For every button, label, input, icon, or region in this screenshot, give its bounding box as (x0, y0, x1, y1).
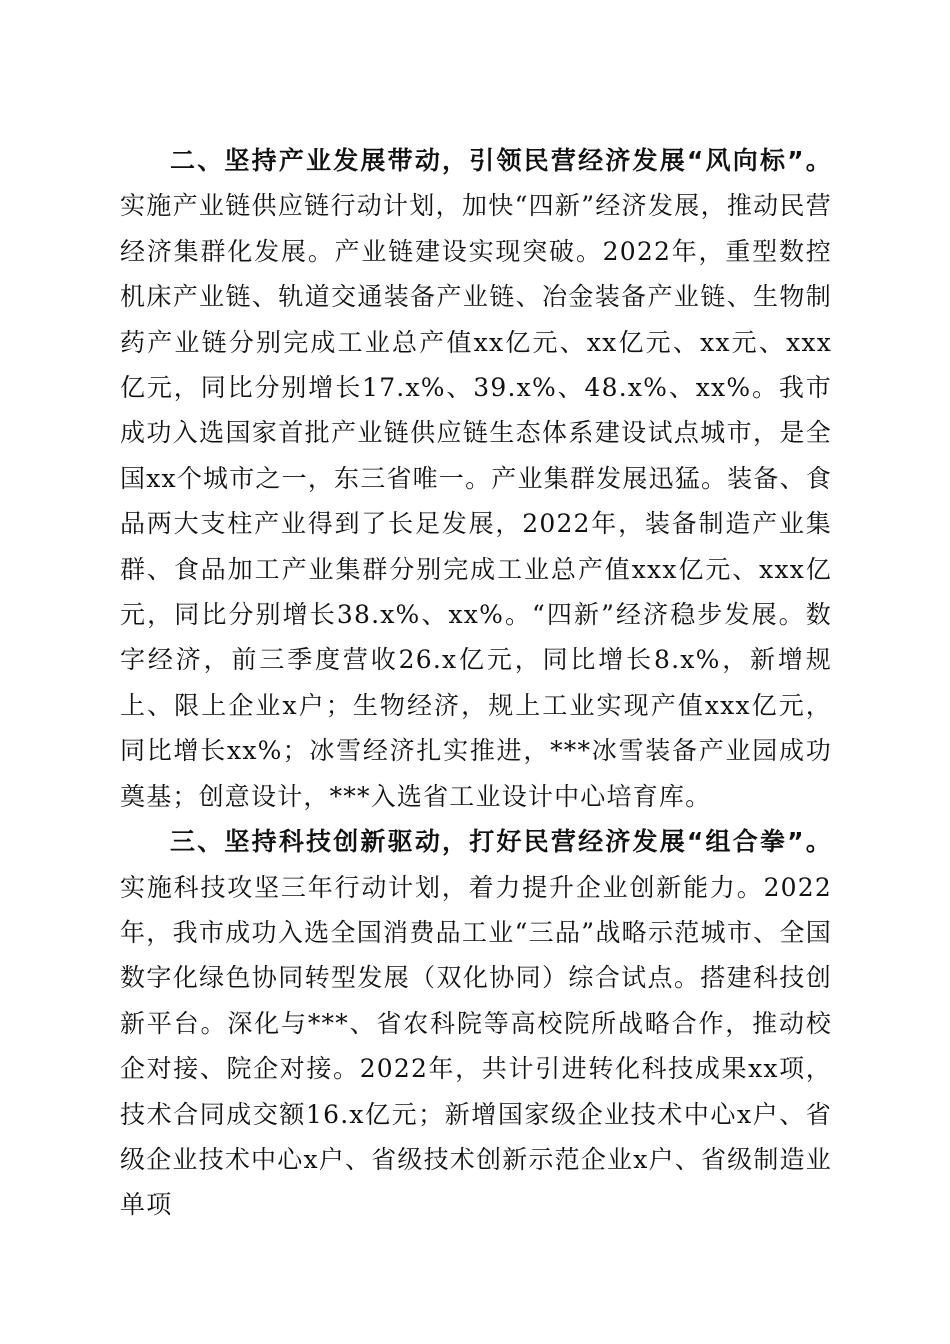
paragraph-industry (120, 138, 832, 819)
document-page (120, 138, 832, 1228)
paragraph-heading: 三、坚持科技创新驱动，打好民营经济发展“组合拳”。 (170, 827, 832, 857)
paragraph-heading: 二、坚持产业发展带动，引领民营经济发展“风向标”。 (170, 146, 832, 175)
paragraph-innovation (120, 819, 832, 1228)
paragraph-body: 实施科技攻坚三年行动计划，着力提升企业创新能力。2022年，我市成功入选全国消费品工业“三品”战略示范城市、全国数字化绿色协同转型发展（双化协同）综合试点。搭建科技创新平台。深化与***、省农科院等高校院所战略合作，推动校企对接、院企对接。2022年，共计引进转化科技成果xx项，技术合同成交额16.x亿元；新增国家级企业技术中心x户、省级企业技术中心x户、省级技术创新示范企业x户、省级制造业单项 (120, 872, 832, 1220)
paragraph-body: 实施产业链供应链行动计划，加快“四新”经济发展，推动民营经济集群化发展。产业链建设实现突破。2022年，重型数控机床产业链、轨道交通装备产业链、冶金装备产业链、生物制药产业链分别完成工业总产值xx亿元、xx亿元、xx元、xxx亿元，同比分别增长17.x%、39.x%、48.x%、xx%。我市成功入选国家首批产业链供应链生态体系建设试点城市，是全国xx个城市之一，东三省唯一。产业集群发展迅猛。装备、食品两大支柱产业得到了长足发展，2022年，装备制造产业集群、食品加工产业集群分别完成工业总产值xxx亿元、xxx亿元，同比分别增长38.x%、xx%。“四新”经济稳步发展。数字经济，前三季度营收26.x亿元，同比增长8.x%，新增规上、限上企业x户；生物经济，规上工业实现产值xxx亿元，同比增长xx%；冰雪经济扎实推进，***冰雪装备产业园成功奠基；创意设计，***入选省工业设计中心培育库。 (120, 191, 832, 811)
